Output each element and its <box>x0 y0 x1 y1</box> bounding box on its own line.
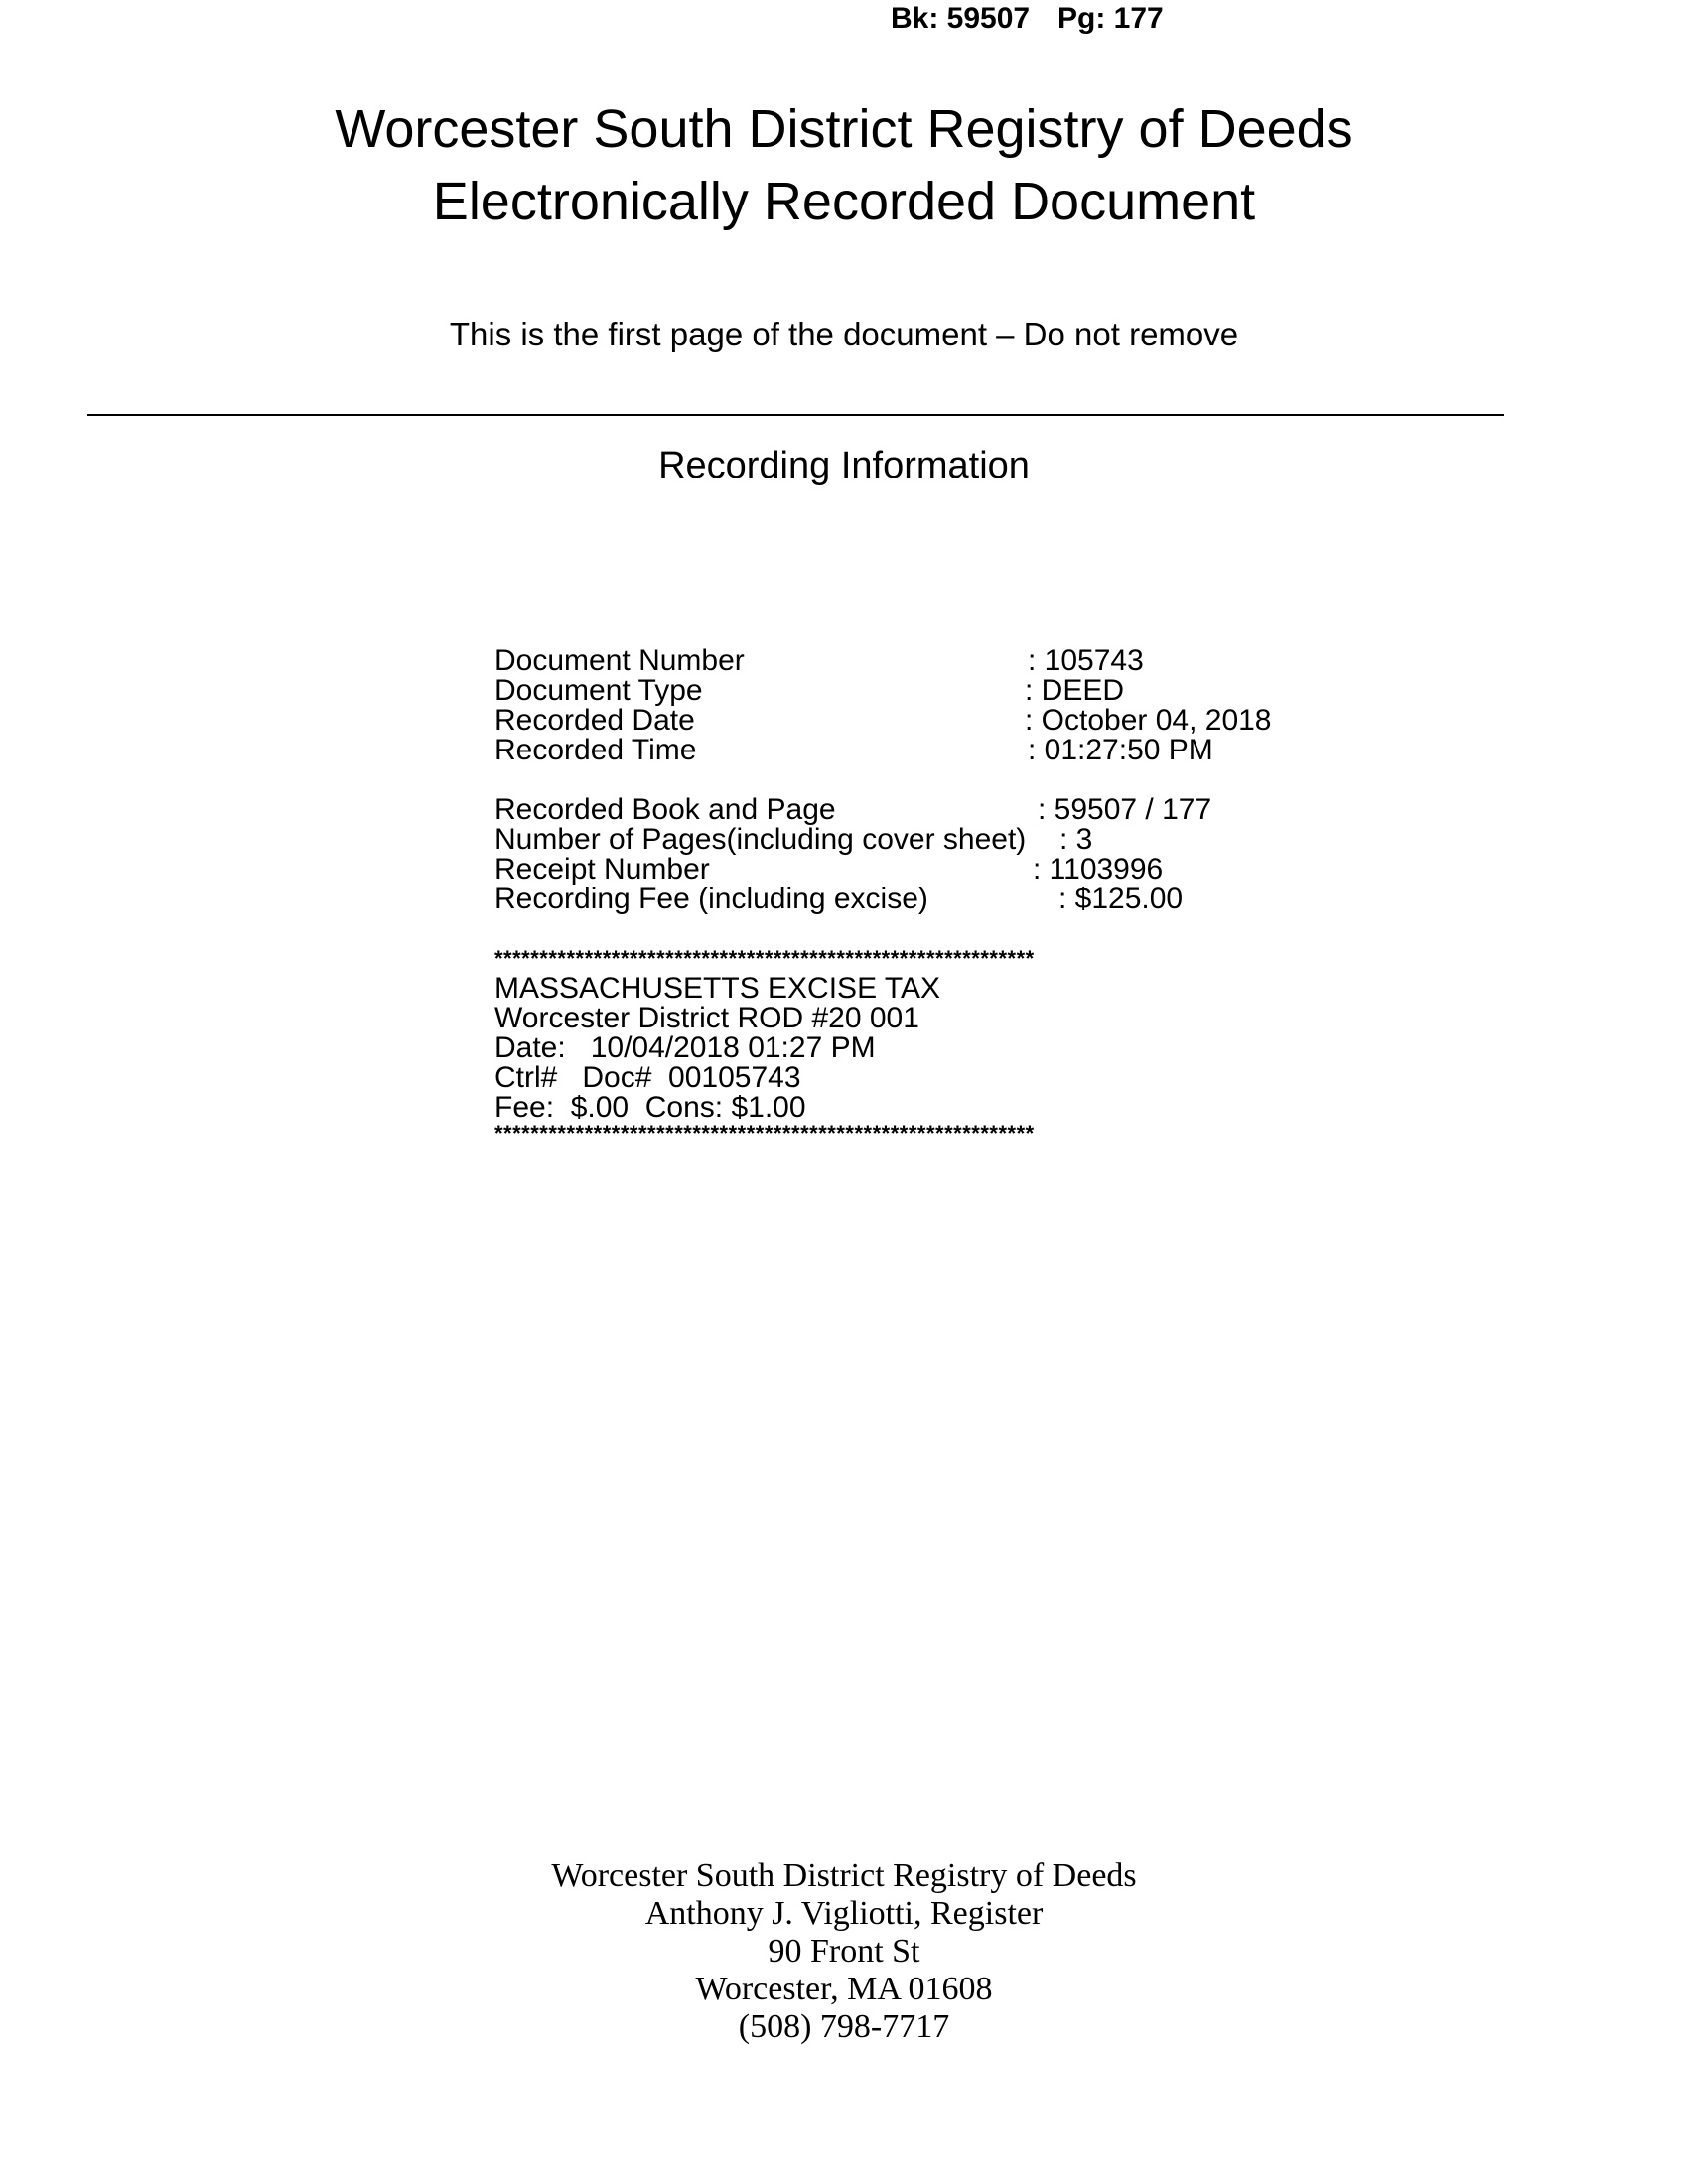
page-number: Pg: 177 <box>1057 2 1164 35</box>
info-value-document-type: : DEED <box>1025 674 1125 707</box>
info-value-book-page: : 59507 / 177 <box>1038 793 1212 826</box>
info-value-recorded-time: : 01:27:50 PM <box>1028 734 1213 766</box>
excise-line-district: Worcester District ROD #20 001 <box>494 1002 919 1034</box>
info-label-book-page: Recorded Book and Page <box>494 793 836 826</box>
info-label-number-of-pages: Number of Pages(including cover sheet) <box>494 823 1027 856</box>
excise-bottom-separator: ************************************************************ <box>494 1121 1035 1146</box>
divider <box>87 414 1504 416</box>
info-label-recorded-date: Recorded Date <box>494 704 695 737</box>
info-value-receipt-number: : 1103996 <box>1033 853 1164 886</box>
footer-city: Worcester, MA 01608 <box>695 1971 993 2007</box>
book-page-stamp <box>0 2 1688 103</box>
info-value-recorded-date: : October 04, 2018 <box>1025 704 1272 737</box>
footer-register-name: Anthony J. Vigliotti, Register <box>644 1895 1044 1932</box>
excise-line-title: MASSACHUSETTS EXCISE TAX <box>494 972 940 1005</box>
excise-line-date: Date: 10/04/2018 01:27 PM <box>494 1031 876 1064</box>
excise-line-fee: Fee: $.00 Cons: $1.00 <box>494 1091 806 1124</box>
info-label-recorded-time: Recorded Time <box>494 734 697 766</box>
section-heading: Recording Information <box>658 445 1030 486</box>
info-value-recording-fee: : $125.00 <box>1058 883 1184 915</box>
book-number: Bk: 59507 <box>891 2 1031 35</box>
info-value-document-number: : 105743 <box>1028 644 1144 677</box>
excise-line-control: Ctrl# Doc# 00105743 <box>494 1061 801 1094</box>
first-page-notice: This is the first page of the document – Do not remove <box>449 316 1239 352</box>
info-label-recording-fee: Recording Fee (including excise) <box>494 883 928 915</box>
document-title: Electronically Recorded Document <box>432 172 1256 231</box>
info-value-number-of-pages: : 3 <box>1059 823 1093 856</box>
excise-top-separator: ************************************************************ <box>494 946 1035 971</box>
info-label-document-type: Document Type <box>494 674 703 707</box>
info-label-document-number: Document Number <box>494 644 745 677</box>
footer-phone: (508) 798-7717 <box>738 2008 950 2045</box>
info-label-receipt-number: Receipt Number <box>494 853 710 886</box>
footer-registry-name: Worcester South District Registry of Deeds <box>551 1857 1137 1894</box>
registry-title: Worcester South District Registry of Deeds <box>335 99 1353 159</box>
footer-street: 90 Front St <box>768 1933 920 1970</box>
